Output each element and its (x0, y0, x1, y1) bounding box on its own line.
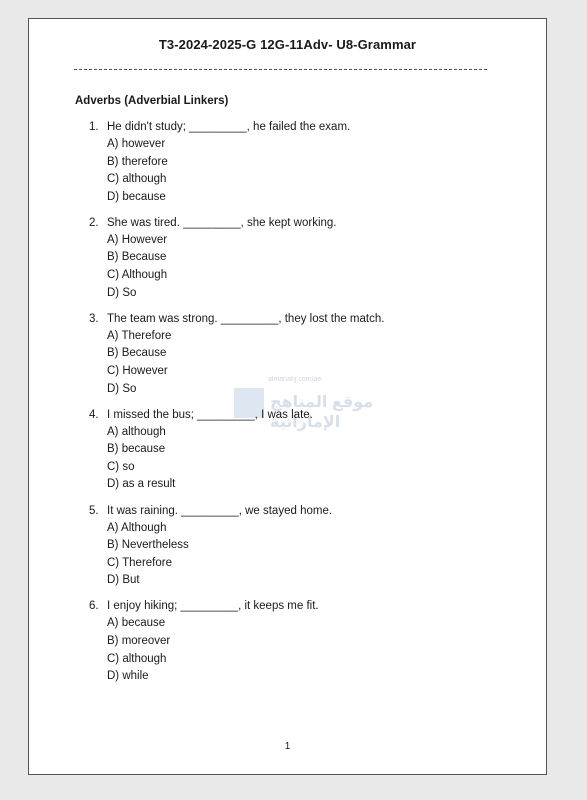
answer-option: B) Because (107, 347, 167, 360)
question-number: 5. (89, 504, 99, 517)
answer-option: C) However (107, 364, 168, 377)
question-number: 1. (89, 121, 99, 133)
answer-option: A) although (107, 425, 166, 438)
question-stem (89, 119, 519, 136)
question-stem (89, 598, 519, 615)
answer-option: B) Nevertheless (107, 539, 189, 552)
question-stem (89, 407, 519, 424)
question-item (89, 311, 519, 398)
question-item (89, 598, 519, 685)
answer-option: D) while (107, 670, 149, 683)
question-item (89, 407, 519, 494)
document-title: T3-2024-2025-G 12G-11Adv- U8-Grammar (158, 37, 417, 52)
question-number: 6. (89, 600, 99, 613)
question-text: I enjoy hiking; _________, it keeps me fit. (107, 600, 319, 613)
answer-option: C) although (107, 173, 167, 186)
question-item (89, 119, 519, 206)
answer-option: A) However (107, 233, 168, 246)
question-number: 3. (89, 312, 99, 325)
answer-option: B) moreover (107, 634, 171, 647)
answer-option: B) because (107, 443, 166, 456)
answer-option: A) Therefore (107, 329, 172, 342)
dashed-divider (74, 69, 487, 70)
question-text: She was tired. _________, she kept working. (107, 216, 337, 229)
answer-option: B) Because (107, 251, 167, 264)
question-stem (89, 503, 519, 520)
answer-option: D) as a result (107, 478, 176, 491)
question-item (89, 215, 519, 302)
question-list (89, 119, 519, 694)
question-text: The team was strong. _________, they lost the match. (107, 312, 385, 325)
question-number: 4. (89, 408, 99, 421)
question-stem (89, 311, 519, 328)
answer-option: C) Therefore (107, 556, 172, 569)
answer-option: A) however (107, 138, 166, 150)
page-number: 1 (284, 741, 291, 752)
answer-option: D) So (107, 286, 137, 299)
answer-option: D) But (107, 574, 140, 587)
answer-option: C) Although (107, 269, 168, 282)
question-text: It was raining. _________, we stayed home. (107, 504, 333, 517)
question-text: He didn't study; _________, he failed the exam. (107, 121, 351, 133)
question-stem (89, 215, 519, 232)
answer-option: D) So (107, 382, 137, 395)
answer-option: B) therefore (107, 155, 168, 168)
document-page (28, 18, 547, 775)
question-text: I missed the bus; _________, I was late. (107, 408, 313, 421)
section-heading: Adverbs (Adverbial Linkers) (75, 95, 229, 107)
watermark-arabic: موقع المناهج الإماراتية (270, 394, 374, 431)
answer-option: C) although (107, 652, 167, 665)
question-item (89, 503, 519, 590)
answer-option: C) so (107, 460, 135, 473)
answer-option: A) because (107, 617, 166, 630)
answer-option: A) Although (107, 521, 167, 534)
watermark-url: almanahj.com/ae (268, 376, 322, 383)
answer-option: D) because (107, 190, 166, 203)
question-number: 2. (89, 216, 99, 229)
